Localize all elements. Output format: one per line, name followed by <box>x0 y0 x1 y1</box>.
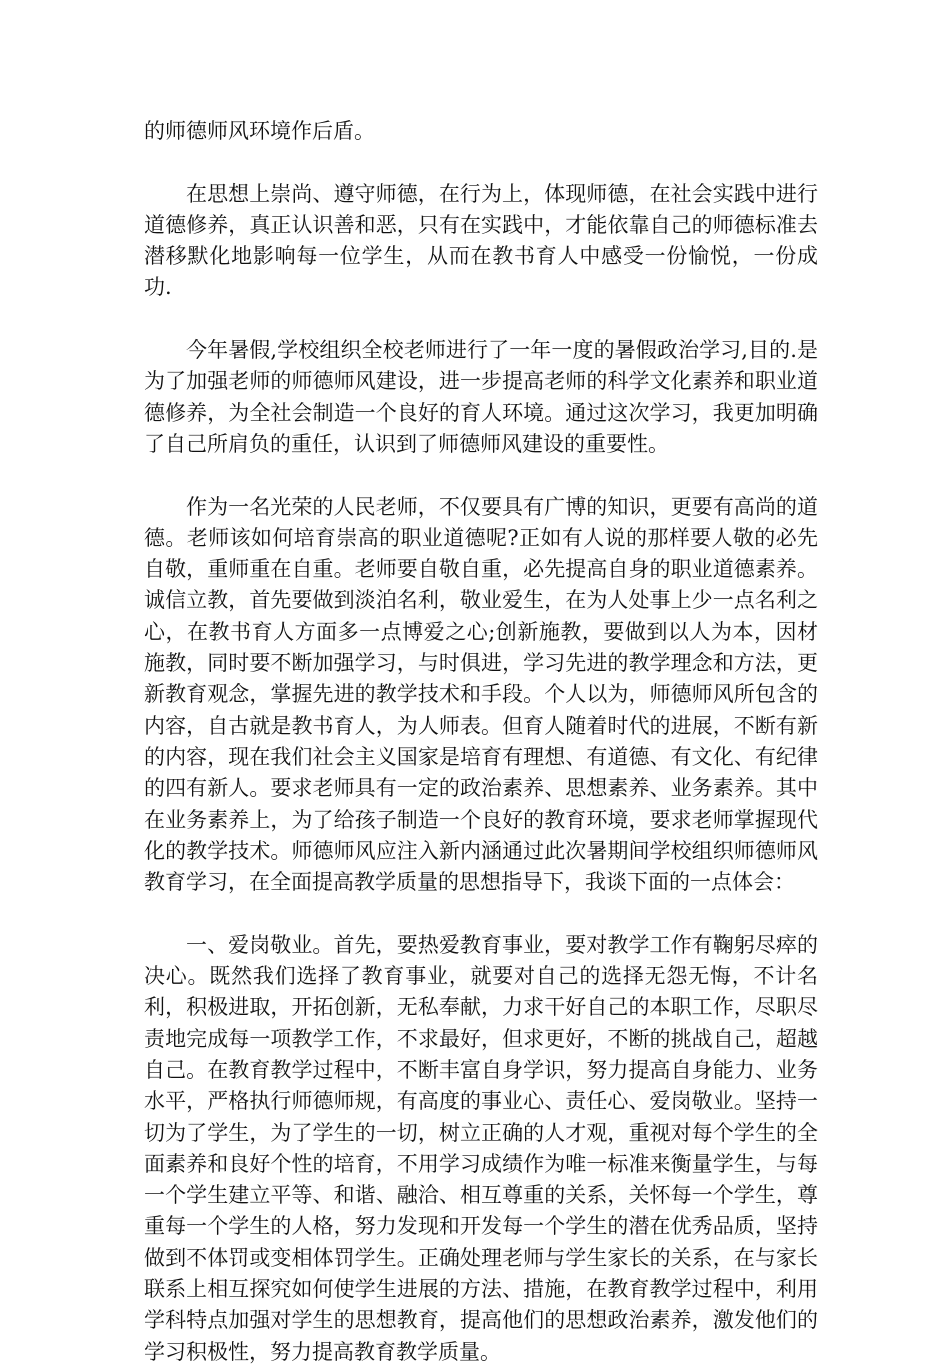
paragraph-gap <box>144 460 818 491</box>
paragraph-continuation: 的师德师风环境作后盾。 <box>144 119 375 143</box>
document-body <box>144 116 818 1368</box>
paragraph-gap <box>144 304 818 335</box>
paragraph-teacher-ethics: 作为一名光荣的人民老师，不仅要具有广博的知识，更要有高尚的道德。老师该如何培育崇高的职业道德呢?正如有人说的那样要人敬的必先自敬，重师重在自重。老师要自敬自重，必先提高自身的职业道德素养。诚信立教，首先要做到淡泊名利，敬业爱生，在为人处事上少一点名利之心，在教书育人方面多一点博爱之心;创新施教，要做到以人为本，因材施教，同时要不断加强学习，与时俱进，学习先进的教学理念和方法，更新教育观念，掌握先进的教学技术和手段。个人以为，师德师风所包含的内容，自古就是教书育人，为人师表。但育人随着时代的进展，不断有新的内容，现在我们社会主义国家是培育有理想、有道德、有文化、有纪律的四有新人。要求老师具有一定的政治素养、思想素养、业务素养。其中在业务素养上，为了给孩子制造一个良好的教育环境，要求老师掌握现代化的教学技术。师德师风应注入新内涵通过此次暑期间学校组织师德师风教育学习，在全面提高教学质量的思想指导下，我谈下面的一点体会： <box>144 494 818 895</box>
paragraph-dedication: 一、爱岗敬业。首先，要热爱教育事业，要对教学工作有鞠躬尽瘁的决心。既然我们选择了教育事业，就要对自己的选择无怨无悔，不计名利，积极进取，开拓创新，无私奉献，力求干好自己的本职工作，尽职尽责地完成每一项教学工作，不求最好，但求更好，不断的挑战自己，超越自己。在教育教学过程中，不断丰富自身学识，努力提高自身能力、业务水平，严格执行师德师规，有高度的事业心、责任心、爱岗敬业。坚持一切为了学生，为了学生的一切，树立正确的人才观，重视对每个学生的全面素养和良好个性的培育，不用学习成绩作为唯一标准来衡量学生，与每一个学生建立平等、和谐、融洽、相互尊重的关系，关怀每一个学生，尊重每一个学生的人格，努力发现和开发每一个学生的潜在优秀品质，坚持做到不体罚或变相体罚学生。正确处理老师与学生家长的关系，在与家长联系上相互探究如何使学生进展的方法、措施，在教育教学过程中，利用学科特点加强对学生的思想教育，提高他们的思想政治素养，激发他们的学习积极性，努力提高教育教学质量。 <box>144 932 818 1364</box>
paragraph-gap <box>144 147 818 178</box>
paragraph-moral-practice: 在思想上崇尚、遵守师德，在行为上，体现师德，在社会实践中进行道德修养，真正认识善和恶，只有在实践中，才能依靠自己的师德标准去潜移默化地影响每一位学生，从而在教书育人中感受一份愉悦，一份成功. <box>144 181 818 300</box>
paragraph-summer-study: 今年暑假,学校组织全校老师进行了一年一度的暑假政治学习,目的.是为了加强老师的师德师风建设，进一步提高老师的科学文化素养和职业道德修养，为全社会制造一个良好的育人环境。通过这次学习，我更加明确了自己所肩负的重任，认识到了师德师风建设的重要性。 <box>144 338 818 456</box>
paragraph-gap <box>144 898 818 929</box>
